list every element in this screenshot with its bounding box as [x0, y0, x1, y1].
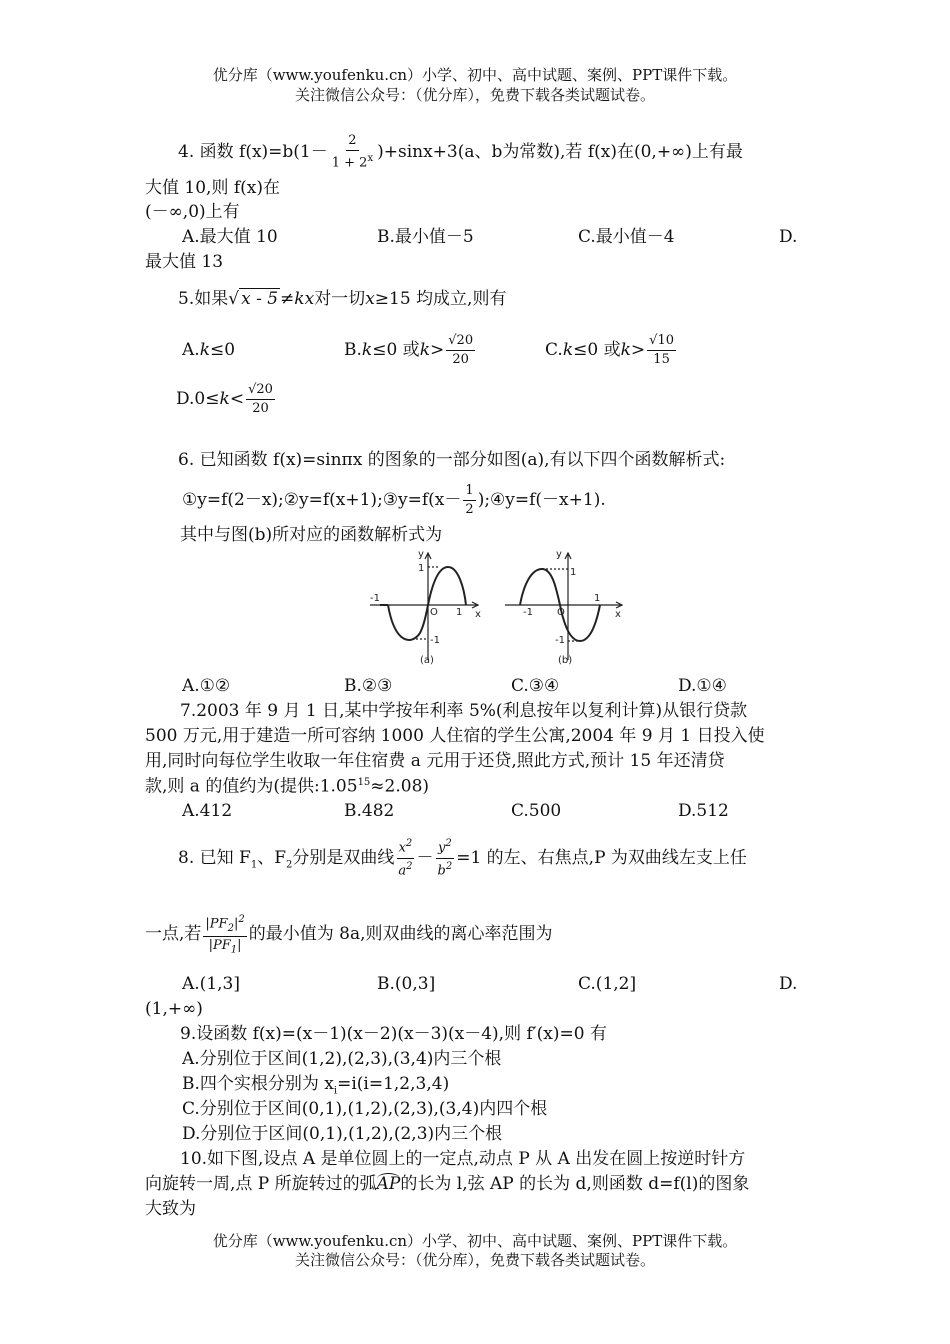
q8-option-d: D.	[779, 974, 798, 994]
q6-figures	[360, 545, 640, 670]
figure-b-tick-1: 1	[570, 567, 577, 578]
q4-line-3: (－∞,0)上有	[145, 202, 240, 222]
q5-option-a: A.k≤0	[182, 340, 236, 360]
figure-a-caption: (a)	[420, 655, 434, 666]
q8-option-d-cont: (1,+∞)	[145, 999, 203, 1019]
figure-a-tick-1: 1	[418, 563, 425, 574]
footer-line-1: 优分库（www.youfenku.cn）小学、初中、高中试题、案例、PPT课件下载。	[212, 1232, 738, 1250]
q7-line-2: 500 万元,用于建造一所可容纳 1000 人住宿的学生公寓,2004 年 9 月 1 日投入使	[145, 726, 765, 746]
q4-option-d: D.	[779, 227, 798, 247]
q7-option-b: B.482	[344, 801, 395, 821]
footer-line-2: 关注微信公众号：（优分库），免费下载各类试题试卷。	[294, 1251, 655, 1269]
header-line-2: 关注微信公众号：（优分库），免费下载各类试题试卷。	[294, 86, 655, 104]
q7-option-c: C.500	[511, 801, 562, 821]
figure-a-y-label: y	[418, 549, 424, 560]
q9-option-a: A.分别位于区间(1,2),(2,3),(3,4)内三个根	[182, 1049, 502, 1069]
q9-option-d: D.分别位于区间(0,1),(1,2),(2,3)内三个根	[182, 1124, 503, 1144]
arc-ap: AP	[376, 1174, 401, 1194]
q4-option-b: B.最小值－5	[377, 227, 474, 247]
q6-line-2: ①y=f(2－x);②y=f(x+1);③y=f(x－ $\frac{1}{2}$ );④y=f(－x+1).	[182, 482, 606, 517]
q8-line-2: 一点,若 $\frac{|PF_2|^2}{|PF_1|}$ 的最小值为 8a,则双曲线的离心率范围为	[145, 913, 553, 956]
figure-b-tick-neg1: -1	[523, 607, 533, 618]
q4-option-c: C.最小值－4	[578, 227, 675, 247]
q9-option-b: B.四个实根分别为 $x_i=i(i=1,2,3,4)$	[182, 1074, 450, 1097]
figure-a-x-label: x	[475, 609, 481, 620]
q5-option-b: B.k≤0 或k> $\frac{√20}{20}$	[344, 332, 474, 367]
q8-option-c: C.(1,2]	[578, 974, 637, 994]
q6-line-3: 其中与图(b)所对应的函数解析式为	[180, 525, 443, 545]
q4-line-2: 大值 10,则 f(x)在	[145, 178, 280, 198]
q5-option-d: D.0≤k< $\frac{√20}{20}$	[176, 381, 273, 416]
q8-line-1: 8. 已知 $F_1$、$F_2$分别是双曲线 $\frac{x^2}{a^2}$ － $\frac{y^2}{b^2}$ =1 的左、右焦点,P 为双曲线左支上任	[178, 838, 747, 879]
q8-option-b: B.(0,3]	[377, 974, 436, 994]
q6-option-c: C.③④	[511, 676, 560, 696]
q10-line-1: 10.如下图,设点 A 是单位圆上的一定点,动点 P 从 A 出发在圆上按逆时针方	[180, 1149, 746, 1169]
figure-b-tick-x1: 1	[594, 593, 601, 604]
q10-line-2: 向旋转一周,点 P 所旋转过的弧AP的长为 l,弦 AP 的长为 d,则函数 d=f(l)的图象	[145, 1174, 750, 1194]
q6-option-b: B.②③	[344, 676, 393, 696]
q7-line-3: 用,同时向每位学生收取一年住宿费 a 元用于还贷,照此方式,预计 15 年还清贷	[145, 751, 725, 771]
q9-line-1: 9.设函数 f(x)=(x－1)(x－2)(x－3)(x－4),则 f′(x)=0 有	[180, 1024, 607, 1044]
figure-b-x-label: x	[615, 609, 621, 620]
q8-option-a: A.(1,3]	[182, 974, 240, 994]
q6-option-d: D.①④	[678, 676, 727, 696]
figure-b-tick-y-neg1: -1	[555, 635, 565, 646]
figure-b-y-label: y	[556, 549, 562, 560]
q4-option-d-cont: 最大值 13	[145, 252, 224, 272]
q7-line-1: 7.2003 年 9 月 1 日,某中学按年利率 5%(利息按年以复利计算)从银行贷款	[180, 701, 748, 721]
figure-a-tick-y-neg1: -1	[430, 635, 440, 646]
figure-a-origin: O	[430, 607, 438, 618]
q7-option-a: A.412	[182, 801, 233, 821]
q7-option-d: D.512	[678, 801, 729, 821]
q10-line-3: 大致为	[145, 1199, 196, 1219]
q6-line-1: 6. 已知函数 f(x)=sinπx 的图象的一部分如图(a),有以下四个函数解析式:	[178, 450, 726, 470]
q7-line-4: 款,则 a 的值约为(提供$:1.05^{15}\approx 2.08$)	[145, 776, 430, 797]
q4-option-a: A.最大值 10	[182, 227, 278, 247]
q4-fraction: $\frac{2}{1 + 2^x}$	[331, 133, 374, 171]
figure-b-caption: (b)	[558, 655, 573, 666]
figure-b-origin: O	[557, 607, 565, 618]
q4-line-1: 4. 函数 f(x)=b(1－ $\frac{2}{1 + 2^x}$ )+sinx+3(a、b为常数),若 f(x)在(0,+∞)上有最	[178, 133, 743, 171]
q6-option-a: A.①②	[182, 676, 231, 696]
q5-stem: 5.如果√ x - 5 ≠kx对一切x≥15 均成立,则有	[178, 289, 507, 309]
q9-option-c: C.分别位于区间(0,1),(1,2),(2,3),(3,4)内四个根	[182, 1099, 548, 1119]
header-line-1: 优分库（www.youfenku.cn）小学、初中、高中试题、案例、PPT课件下载。	[212, 66, 738, 84]
q5-option-c: C.k≤0 或k> $\frac{√10}{15}$	[545, 332, 674, 367]
figure-a-tick-neg1: -1	[370, 593, 380, 604]
figure-a-tick-x1: 1	[456, 607, 463, 618]
figure-a-curve	[388, 567, 466, 640]
